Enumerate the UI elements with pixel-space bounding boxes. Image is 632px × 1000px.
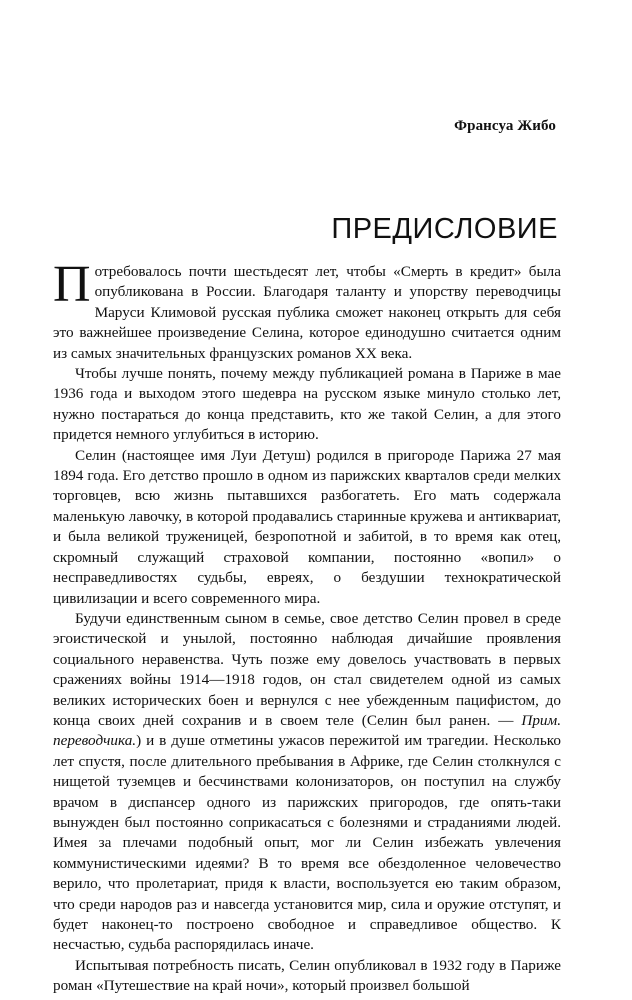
paragraph-1-text: отребовалось почти шестьдесят лет, чтобы «Смерть в кредит» была опубликована в России. Благодаря таланту и упорству переводчицы Маруси Климовой русская публика сможет наконец открыть для себя это важнейшее произведение Селина, которое единодушно считается одним из самых значительных французских романов XX века. bbox=[53, 263, 561, 362]
paragraph-2: Чтобы лучше понять, почему между публикацией романа в Париже в мае 1936 года и выходом этого шедевра на русском языке минуло столько лет, нужно постараться до конца представить, кто же такой Селин, а для этого придется немного углубиться в историю. bbox=[53, 365, 561, 444]
drop-cap: П bbox=[53, 256, 91, 313]
body-text bbox=[53, 256, 562, 997]
paragraph-3: Селин (настоящее имя Луи Детуш) родился в пригороде Парижа 27 мая 1894 года. Его детство прошло в одном из парижских кварталов среди мелких торговцев, всю жизнь пытавшихся разбогатеть. Его мать содержала маленькую лавочку, в которой продавались старинные кружева и антиквариат, и была великой труженицей, безропотной и забитой, в то время как отец, скромный служащий страховой компании, постоянно «вопил» о несправедливостях судьбы, евреях, о бездушии технократической цивилизации и всего современного мира. bbox=[53, 446, 561, 607]
paragraph-1 bbox=[53, 256, 561, 364]
paragraph-4 bbox=[53, 609, 561, 956]
paragraph-5: Испытывая потребность писать, Селин опубликовал в 1932 году в Париже роман «Путешествие на край ночи», который произвел большой bbox=[53, 956, 561, 995]
translator-note: Прим. переводчика. bbox=[53, 711, 562, 750]
chapter-title: ПРЕДИСЛОВИЕ bbox=[331, 213, 558, 246]
paragraph-4-text-b: ) и в душе отметины ужасов пережитой им трагедии. Несколько лет спустя, после длительного пребывания в Африке, где Селин столкнулся с нищетой туземцев и бесчинствами колонизаторов, он поступил на службу врачом в диспансер одного из парижских пригородов, где опять-таки вынужден был постоянно соприкасаться с болезнями и страданиями людей. Имея за плечами подобный опыт, мог ли Селин избежать увлечения коммунистическими идеями? В то время все обездоленное человечество верило, что пролетариат, придя к власти, воспользуется ею таким образом, что среди народов раз и навсегда установится мир, сила и оружие отступят, и будет наконец-то построено свободное и справедливое общество. К несчастью, судьба распорядилась иначе. bbox=[53, 732, 561, 954]
author-name: Франсуа Жибо bbox=[454, 118, 556, 134]
paragraph-4-text-a: Будучи единственным сыном в семье, свое детство Селин провел в среде эгоистической и унылой, постоянно наблюдая дичайшие проявления социального неравенства. Чуть позже ему довелось участвовать в первых сражениях войны 1914—1918 годов, он стал свидетелем одной из самых великих исторических боен и вернулся с нее убежденным пацифистом, до конца своих дней сохранив и в своем теле (Селин был ранен. — bbox=[53, 609, 561, 729]
